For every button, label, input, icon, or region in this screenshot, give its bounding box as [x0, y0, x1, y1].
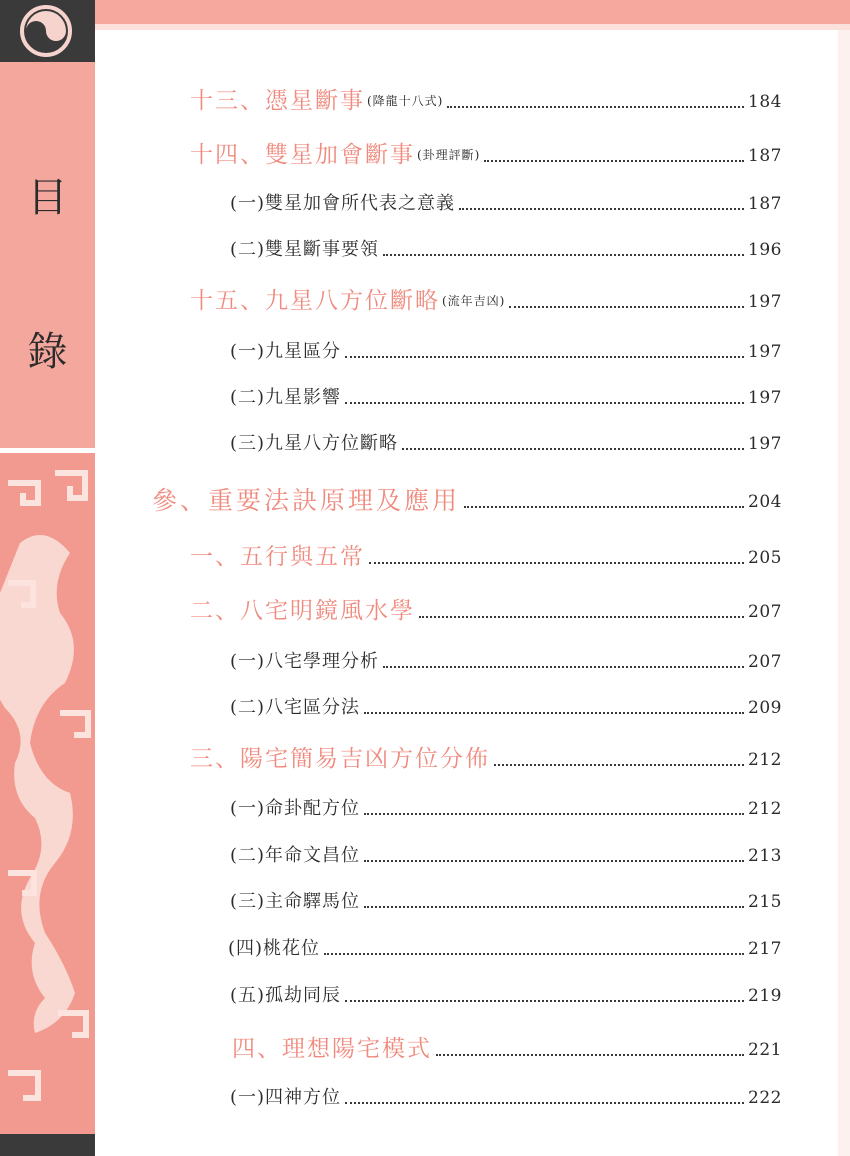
toc-entry[interactable] [230, 332, 782, 366]
logo [0, 0, 95, 62]
toc-entry[interactable] [230, 976, 782, 1010]
toc-entry[interactable] [230, 789, 782, 823]
toc-page-number: 197 [748, 434, 782, 454]
dot-leader [324, 952, 744, 955]
dot-leader [509, 305, 744, 308]
toc-title: 三、陽宅簡易吉凶方位分佈 [190, 746, 490, 772]
dot-leader [383, 665, 744, 668]
page-edge [838, 30, 850, 1156]
toc-page-number: 184 [748, 92, 782, 112]
toc-entry[interactable] [190, 282, 782, 316]
toc-page-number: 215 [748, 892, 782, 912]
dot-leader [345, 1101, 744, 1104]
toc-page-number: 197 [748, 292, 782, 312]
toc-page-number: 187 [748, 194, 782, 214]
toc-title: (一)四神方位 [230, 1087, 342, 1108]
sidebar-title-char-1: 目 [27, 175, 68, 221]
toc-entry[interactable] [190, 740, 782, 774]
toc-page-number: 207 [748, 602, 782, 622]
top-band-shadow [95, 24, 850, 30]
toc-title: 十四、雙星加會斷事 [190, 142, 415, 168]
dot-leader [364, 812, 744, 815]
toc-page-number: 209 [748, 698, 782, 718]
dot-leader [364, 711, 744, 714]
toc-page-number: 197 [748, 342, 782, 362]
toc-title: (三)九星八方位斷略 [230, 433, 399, 454]
toc-page-number: 212 [748, 799, 782, 819]
toc-page-number: 187 [748, 146, 782, 166]
dot-leader [364, 859, 744, 862]
dot-leader [447, 105, 744, 108]
dot-leader [345, 401, 744, 404]
dot-leader [369, 561, 744, 564]
toc-entry[interactable] [190, 82, 782, 116]
toc-page-number: 219 [748, 986, 782, 1006]
dot-leader [464, 505, 744, 508]
toc-page-number: 212 [748, 750, 782, 770]
toc-entry[interactable] [230, 882, 782, 916]
toc-title: (一)命卦配方位 [230, 798, 361, 819]
toc-title: (一)九星區分 [230, 341, 342, 362]
toc-entry[interactable] [190, 538, 782, 572]
toc-title: (一)雙星加會所代表之意義 [230, 193, 456, 214]
toc-entry[interactable] [230, 688, 782, 722]
top-band [95, 0, 850, 24]
dot-leader [345, 355, 744, 358]
toc-title: 一、五行與五常 [190, 544, 365, 570]
toc-title: (一)八宅學理分析 [230, 651, 380, 672]
dot-leader [364, 905, 744, 908]
toc-entry[interactable] [230, 424, 782, 458]
toc-title: 二、八宅明鏡風水學 [190, 598, 415, 624]
toc-title: (二)九星影響 [230, 387, 342, 408]
dot-leader [419, 615, 744, 618]
toc-title: 十五、九星八方位斷略 [190, 288, 440, 314]
toc-title: 十三、憑星斷事 [190, 88, 365, 114]
toc-title: 參、重要法訣原理及應用 [152, 486, 461, 515]
toc-title: (四)桃花位 [228, 938, 321, 959]
dragon-pattern [0, 448, 95, 1136]
toc-title: 四、理想陽宅模式 [232, 1036, 432, 1062]
toc-entry[interactable] [232, 1030, 782, 1064]
bottom-strip [0, 1134, 95, 1156]
toc-note: (降龍十八式) [367, 94, 444, 108]
dot-leader [345, 999, 744, 1002]
sidebar [0, 0, 95, 1156]
toc-page-number: 196 [748, 240, 782, 260]
toc-note: (卦理評斷) [417, 148, 481, 162]
sidebar-title-char-2: 錄 [27, 329, 68, 375]
toc-title: (二)八宅區分法 [230, 697, 361, 718]
toc-entry[interactable] [228, 929, 782, 963]
toc-entry[interactable] [190, 592, 782, 626]
dot-leader [402, 447, 744, 450]
toc-entry[interactable] [230, 836, 782, 870]
toc-note: (流年吉凶) [442, 294, 506, 308]
yin-yang-logo-icon [14, 4, 78, 58]
toc-page-number: 222 [748, 1088, 782, 1108]
toc-page-number: 197 [748, 388, 782, 408]
toc-entry[interactable] [230, 230, 782, 264]
toc-page-number: 207 [748, 652, 782, 672]
toc-title: (二)雙星斷事要領 [230, 239, 380, 260]
dot-leader [459, 207, 744, 210]
dot-leader [484, 159, 744, 162]
toc-entry[interactable] [230, 184, 782, 218]
dragon-ornament-icon [0, 453, 95, 1141]
dot-leader [436, 1053, 744, 1056]
toc-page-number: 205 [748, 548, 782, 568]
toc-page-number: 213 [748, 846, 782, 866]
toc-entry[interactable] [230, 1078, 782, 1112]
toc-title: (三)主命驛馬位 [230, 891, 361, 912]
toc-entry[interactable] [190, 136, 782, 170]
toc-page-number: 204 [748, 492, 782, 512]
dot-leader [383, 253, 744, 256]
toc-title: (五)孤劫同辰 [230, 985, 342, 1006]
toc-page-number: 217 [748, 939, 782, 959]
toc-chapter-entry[interactable] [152, 482, 782, 516]
toc-entry[interactable] [230, 378, 782, 412]
dot-leader [494, 763, 744, 766]
toc-title: (二)年命文昌位 [230, 845, 361, 866]
toc-page-number: 221 [748, 1040, 782, 1060]
toc-entry[interactable] [230, 642, 782, 676]
